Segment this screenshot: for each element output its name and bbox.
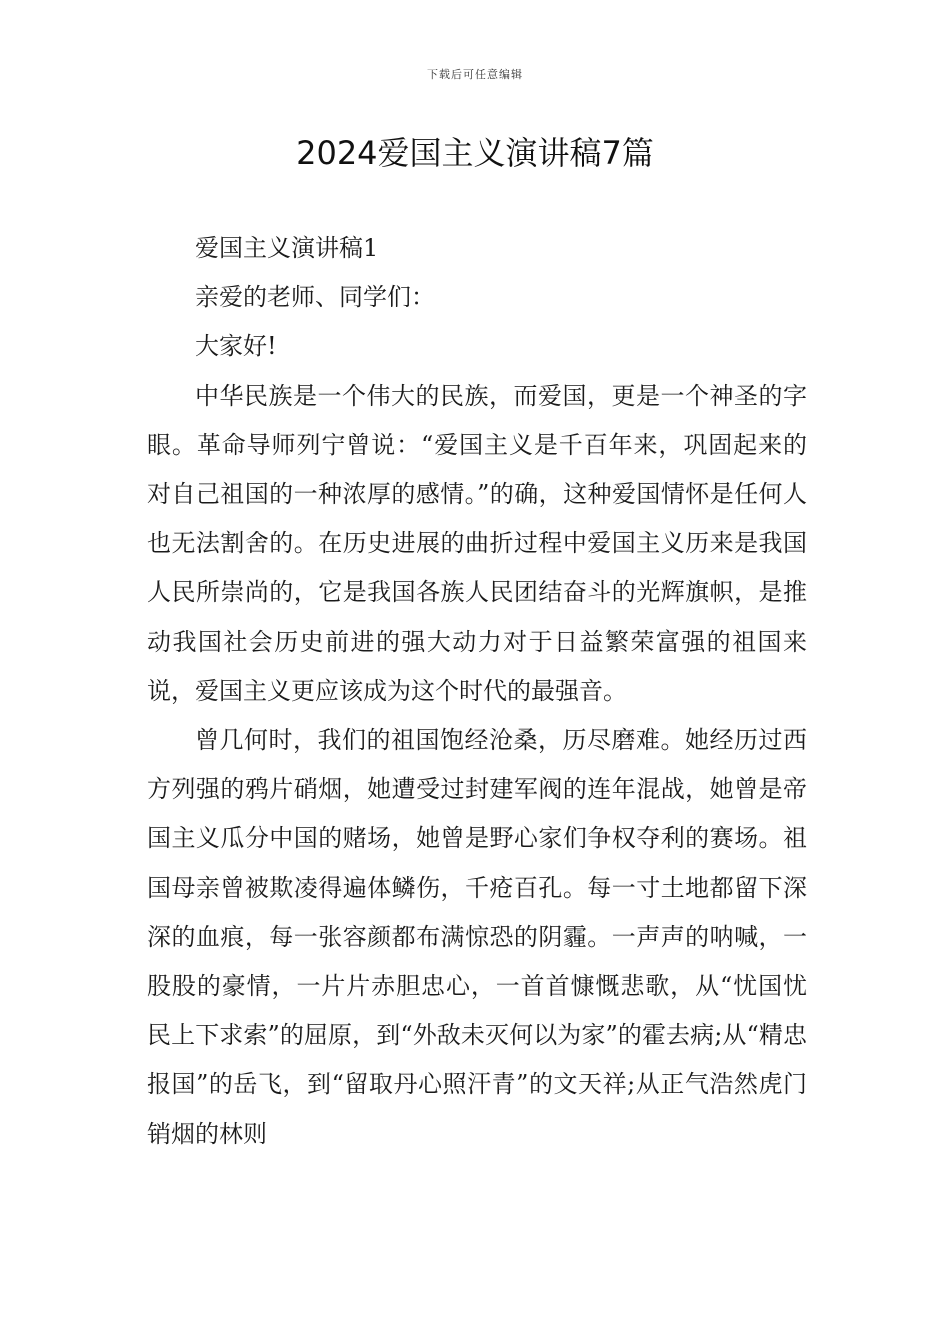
document-title: 2024爱国主义演讲稿7篇 bbox=[296, 134, 654, 172]
body-paragraph: 曾几何时，我们的祖国饱经沧桑，历尽磨难。她经历过西方列强的鸦片硝烟，她遭受过封建军阀的连年混战，她曾是帝国主义瓜分中国的赌场，她曾是野心家们争权夺利的赛场。祖国母亲曾被欺凌得遍体鳞伤，千疮百孔。每一寸土地都留下深深的血痕，每一张容颜都布满惊恐的阴霾。一声声的呐喊，一股股的豪情，一片片赤胆忠心，一首首慷慨悲歌，从“忧国忧民上下求索”的屈原，到“外敌未灭何以为家”的霍去病;从“精忠报国”的岳飞，到“留取丹心照汗青”的文天祥;从正气浩然虎门销烟的林则 bbox=[147, 726, 807, 1148]
greeting: 大家好! bbox=[195, 332, 277, 361]
page-header-note: 下载后可任意编辑 bbox=[427, 68, 523, 81]
salutation: 亲爱的老师、同学们： bbox=[195, 283, 435, 312]
document-body bbox=[147, 224, 807, 1159]
body-paragraph: 中华民族是一个伟大的民族，而爱国，更是一个神圣的字眼。革命导师列宁曾说：“爱国主义是千百年来，巩固起来的对自己祖国的一种浓厚的感情。”的确，这种爱国情怀是任何人也无法割舍的。在历史进展的曲折过程中爱国主义历来是我国人民所崇尚的，它是我国各族人民团结奋斗的光辉旗帜，是推动我国社会历史前进的强大动力对于日益繁荣富强的祖国来说，爱国主义更应该成为这个时代的最强音。 bbox=[147, 381, 807, 705]
section-heading: 爱国主义演讲稿1 bbox=[195, 234, 379, 262]
